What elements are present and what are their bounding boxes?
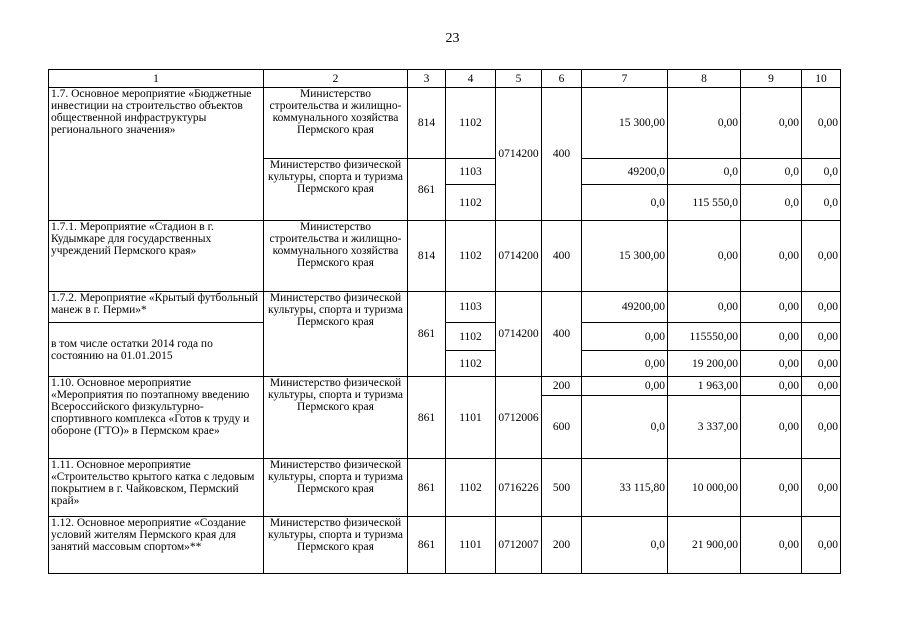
- row-name-1-10: 1.10. Основное мероприятие «Мероприятия по поэтапному введению Всероссийского физкультурно-спортивного комплекса «Готов к труду и обороне (ГТО)» в Пермском крае»: [49, 377, 264, 459]
- cell-value: 0,00: [802, 396, 841, 459]
- cell-value: 0,00: [582, 323, 668, 351]
- cell-csr: 0712007: [496, 517, 542, 574]
- row-name-1-7-1: 1.7.1. Мероприятие «Стадион в г. Кудымкаре для государственных учреждений Пермского края»: [49, 221, 264, 292]
- cell-value: 0,0: [582, 517, 668, 574]
- cell-rz: 1103: [446, 292, 496, 323]
- cell-value: 15 300,00: [582, 88, 668, 159]
- cell-value: 0,00: [741, 323, 802, 351]
- cell-value: 49200,00: [582, 292, 668, 323]
- cell-rz: 1102: [446, 88, 496, 159]
- budget-table: [48, 69, 841, 574]
- cell-csr: 0714200: [496, 292, 542, 377]
- row-org: Министерство строительства и жилищно-коммунального хозяйства Пермского края: [264, 221, 408, 292]
- cell-vr: 200: [542, 377, 582, 396]
- cell-grbs: 861: [408, 292, 446, 377]
- cell-value: 0,00: [582, 351, 668, 377]
- cell-vr: 400: [542, 88, 582, 221]
- cell-value: 0,00: [741, 459, 802, 517]
- cell-grbs: 861: [408, 159, 446, 221]
- cell-value: 0,00: [802, 88, 841, 159]
- cell-value: 0,00: [741, 396, 802, 459]
- cell-csr: 0714200: [496, 88, 542, 221]
- cell-rz: 1103: [446, 159, 496, 185]
- cell-grbs: 861: [408, 459, 446, 517]
- cell-rz: 1101: [446, 377, 496, 459]
- cell-value: 0,00: [802, 221, 841, 292]
- cell-value: 0,00: [668, 292, 741, 323]
- row-name-1-7: 1.7. Основное мероприятие «Бюджетные инвестиции на строительство объектов общественной инфраструктуры регионального значения»: [49, 88, 264, 221]
- cell-value: 0,00: [802, 377, 841, 396]
- row-subname: в том числе остатки 2014 года по состоянию на 01.01.2015: [49, 323, 264, 377]
- cell-value: 0,0: [802, 185, 841, 221]
- cell-value: 0,00: [741, 517, 802, 574]
- cell-value: 0,00: [741, 377, 802, 396]
- col-header: 6: [542, 70, 582, 88]
- cell-value: 0,0: [802, 159, 841, 185]
- row-org: Министерство физической культуры, спорта и туризма Пермского края: [264, 517, 408, 574]
- cell-value: 49200,0: [582, 159, 668, 185]
- cell-value: 0,0: [582, 396, 668, 459]
- cell-value: 33 115,80: [582, 459, 668, 517]
- row-org: Министерство физической культуры, спорта и туризма Пермского края: [264, 292, 408, 377]
- col-header: 9: [741, 70, 802, 88]
- cell-rz: 1102: [446, 459, 496, 517]
- cell-csr: 0716226: [496, 459, 542, 517]
- col-header: 10: [802, 70, 841, 88]
- table-row: [49, 377, 841, 396]
- row-org: Министерство физической культуры, спорта и туризма Пермского края: [264, 459, 408, 517]
- row-name-1-11: 1.11. Основное мероприятие «Строительство крытого катка с ледовым покрытием в г. Чайковском, Пермский край»: [49, 459, 264, 517]
- row-org: Министерство физической культуры, спорта и туризма Пермского края: [264, 377, 408, 459]
- cell-value: 0,0: [741, 159, 802, 185]
- col-header: 3: [408, 70, 446, 88]
- cell-grbs: 861: [408, 517, 446, 574]
- cell-vr: 400: [542, 221, 582, 292]
- cell-value: 115 550,0: [668, 185, 741, 221]
- cell-value: 21 900,00: [668, 517, 741, 574]
- cell-value: 1 963,00: [668, 377, 741, 396]
- cell-value: 0,00: [741, 351, 802, 377]
- cell-vr: 600: [542, 396, 582, 459]
- cell-grbs: 814: [408, 221, 446, 292]
- row-org: Министерство физической культуры, спорта и туризма Пермского края: [264, 159, 408, 221]
- cell-vr: 200: [542, 517, 582, 574]
- cell-rz: 1101: [446, 517, 496, 574]
- cell-value: 0,00: [802, 517, 841, 574]
- header-row: [49, 70, 841, 88]
- row-name-1-12: 1.12. Основное мероприятие «Создание условий жителям Пермского края для занятий массовым спортом»**: [49, 517, 264, 574]
- table-row: [49, 517, 841, 574]
- table-row: [49, 221, 841, 292]
- col-header: 4: [446, 70, 496, 88]
- col-header: 7: [582, 70, 668, 88]
- col-header: 2: [264, 70, 408, 88]
- col-header: 1: [49, 70, 264, 88]
- cell-rz: 1102: [446, 185, 496, 221]
- cell-csr: 0714200: [496, 221, 542, 292]
- cell-rz: 1102: [446, 221, 496, 292]
- table-row: [49, 459, 841, 517]
- cell-value: 0,00: [668, 88, 741, 159]
- cell-vr: 500: [542, 459, 582, 517]
- cell-value: 10 000,00: [668, 459, 741, 517]
- cell-value: 0,00: [802, 292, 841, 323]
- cell-value: 115550,00: [668, 323, 741, 351]
- cell-value: 0,00: [741, 221, 802, 292]
- cell-grbs: 814: [408, 88, 446, 159]
- cell-rz: 1102: [446, 323, 496, 351]
- cell-value: 3 337,00: [668, 396, 741, 459]
- cell-value: 0,00: [741, 88, 802, 159]
- col-header: 8: [668, 70, 741, 88]
- cell-vr: 400: [542, 292, 582, 377]
- col-header: 5: [496, 70, 542, 88]
- table-row: [49, 292, 841, 323]
- cell-value: 0,00: [802, 323, 841, 351]
- row-org: Министерство строительства и жилищно-коммунального хозяйства Пермского края: [264, 88, 408, 159]
- cell-csr: 0712006: [496, 377, 542, 459]
- cell-value: 15 300,00: [582, 221, 668, 292]
- row-name-1-7-2: 1.7.2. Мероприятие «Крытый футбольный манеж в г. Перми»*: [49, 292, 264, 323]
- table-row: [49, 88, 841, 159]
- page-number: 23: [445, 31, 460, 46]
- cell-value: 19 200,00: [668, 351, 741, 377]
- cell-grbs: 861: [408, 377, 446, 459]
- cell-value: 0,00: [668, 221, 741, 292]
- cell-value: 0,0: [668, 159, 741, 185]
- cell-value: 0,00: [582, 377, 668, 396]
- cell-value: 0,00: [802, 459, 841, 517]
- cell-value: 0,0: [741, 185, 802, 221]
- cell-value: 0,00: [802, 351, 841, 377]
- cell-value: 0,0: [582, 185, 668, 221]
- cell-rz: 1102: [446, 351, 496, 377]
- cell-value: 0,00: [741, 292, 802, 323]
